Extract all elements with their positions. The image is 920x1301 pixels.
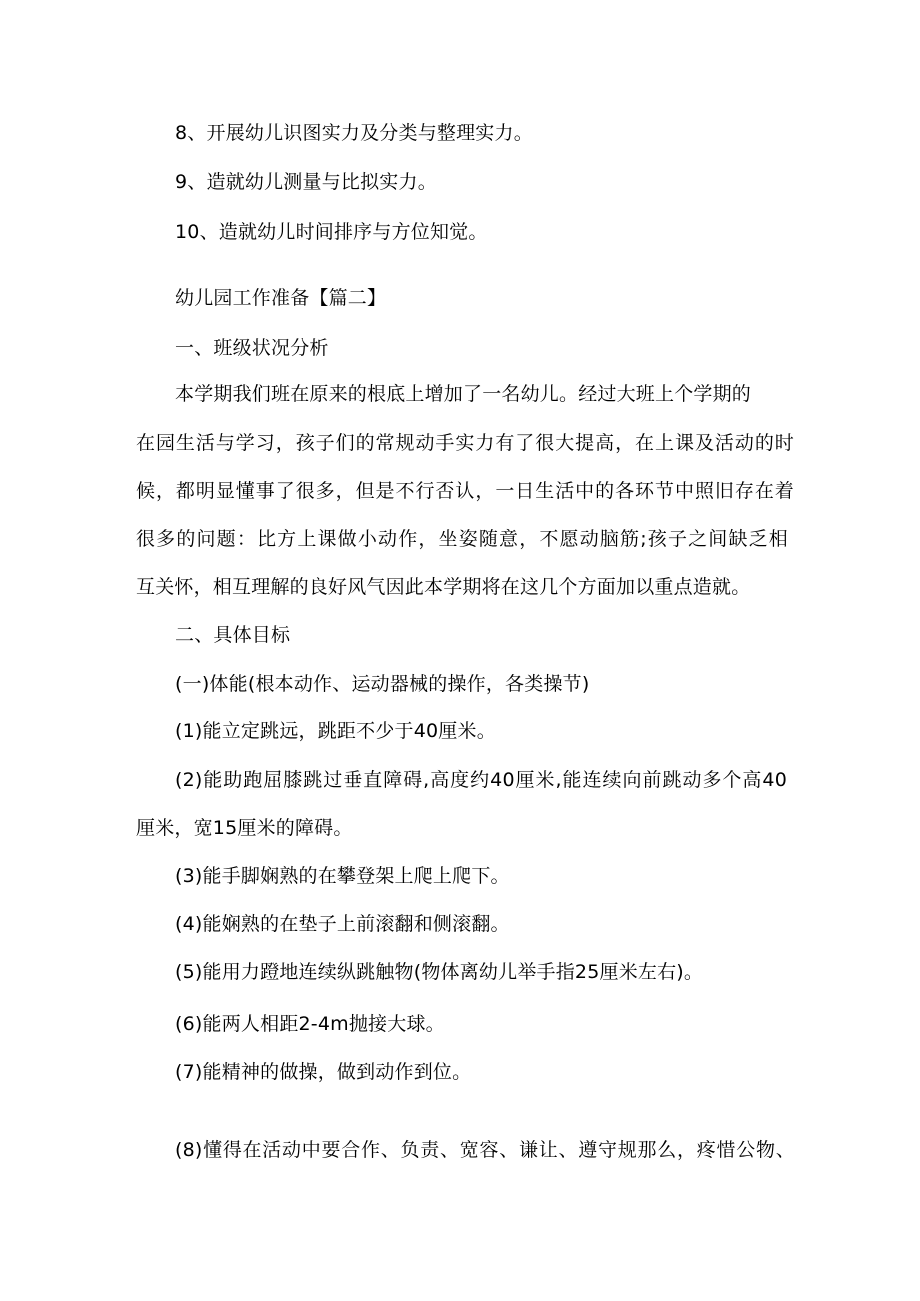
goal-item-continuation: 厘米，宽15厘米的障碍。 (136, 817, 353, 839)
heading-class-analysis: 一、班级状况分析 (175, 337, 329, 359)
goal-item: (3)能手脚娴熟的在攀登架上爬上爬下。 (175, 865, 510, 887)
paragraph-line: 很多的问题：比方上课做小动作，坐姿随意，不愿动脑筋;孩子之间缺乏相 (136, 528, 788, 550)
heading-physical: (一)体能(根本动作、运动器械的操作，各类操节) (175, 673, 590, 695)
list-item-8: 8、开展幼儿识图实力及分类与整理实力。 (175, 122, 533, 144)
section-title: 幼儿园工作准备【篇二】 (175, 287, 387, 309)
goal-item: (2)能助跑屈膝跳过垂直障碍,高度约40厘米,能连续向前跳动多个高40 (175, 769, 787, 791)
list-item-10: 10、造就幼儿时间排序与方位知觉。 (175, 221, 488, 243)
paragraph-line: 本学期我们班在原来的根底上增加了一名幼儿。经过大班上个学期的 (175, 383, 752, 405)
goal-item: (7)能精神的做操，做到动作到位。 (175, 1061, 472, 1083)
heading-goals: 二、具体目标 (175, 624, 291, 646)
list-item-9: 9、造就幼儿测量与比拟实力。 (175, 171, 437, 193)
goal-item: (4)能娴熟的在垫子上前滚翻和侧滚翻。 (175, 913, 510, 935)
goal-item: (8)懂得在活动中要合作、负责、宽容、谦让、遵守规那么，疼惜公物、 (175, 1139, 795, 1161)
paragraph-line: 在园生活与学习，孩子们的常规动手实力有了很大提高，在上课及活动的时 (136, 432, 794, 454)
goal-item: (6)能两人相距2-4m抛接大球。 (175, 1013, 445, 1035)
goal-item: (1)能立定跳远，跳距不少于40厘米。 (175, 720, 496, 742)
paragraph-line: 互关怀，相互理解的良好风气因此本学期将在这几个方面加以重点造就。 (136, 576, 751, 598)
goal-item: (5)能用力蹬地连续纵跳触物(物体离幼儿举手指25厘米左右)。 (175, 961, 704, 983)
paragraph-line: 候，都明显懂事了很多，但是不行否认，一日生活中的各环节中照旧存在着 (136, 480, 794, 502)
